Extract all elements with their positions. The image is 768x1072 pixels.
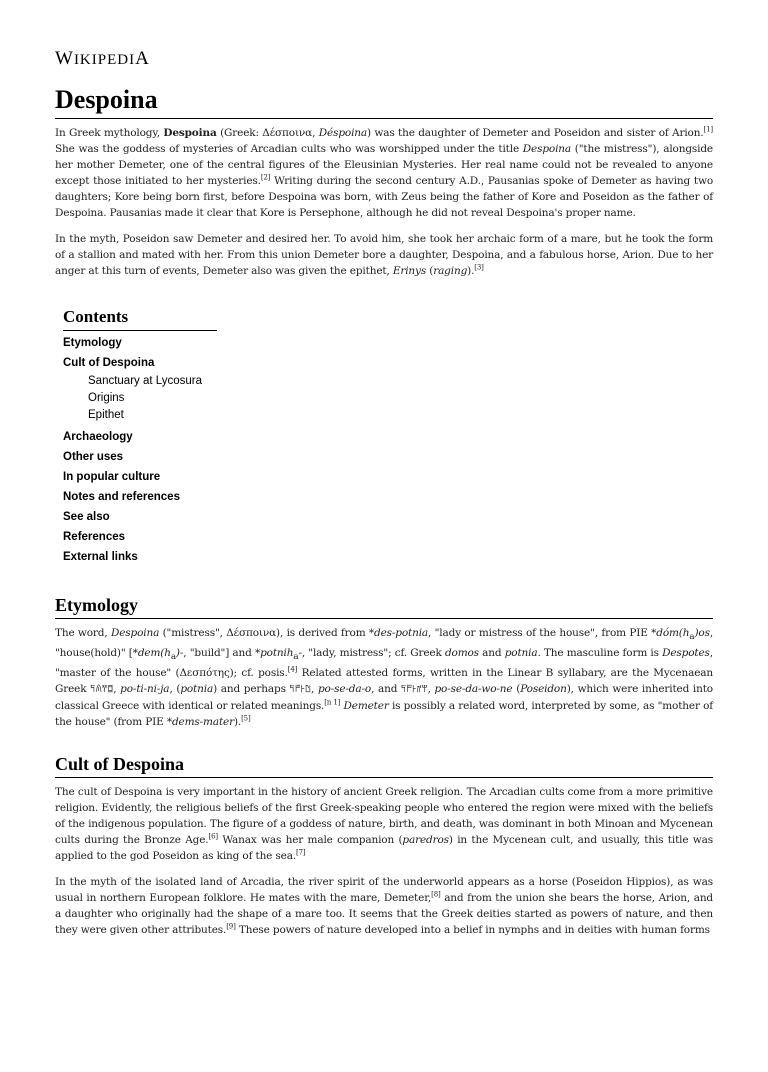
citation-link[interactable]: [1]: [703, 125, 713, 134]
cult-paragraph-2: In the myth of the isolated land of Arcadia, the river spirit of the underworld appears as a horse (Poseidon Hippios), as was usual in northern European folklore. He mates with the mare, Demeter,[8] and from the union she bears the horse, Arion, and a daughter who originally had the shape of a mare too. It seems that the Greek deities started as powers of nature, and then they were given other attributes.[9] These powers of nature developed into a belief in nymphs and in deities with human forms: [55, 876, 714, 937]
toc-item-see-also[interactable]: See also: [63, 511, 110, 523]
citation-link[interactable]: [2]: [260, 173, 271, 182]
section-heading-etymology: Etymology: [55, 593, 713, 619]
toc-sublist: [63, 373, 217, 424]
article-page: [0, 48, 768, 938]
etymology-paragraph: The word, Despoina ("mistress", Δέσποινα), is derived from *des-potnia, "lady or mistress of the house", from PIE $*dóm(h_a)os$, "house(hold)" [$*dem(h_a)-$, "build"] and *potnih$_a$-, "lady, mistress"; cf. Greek domos and potnia. The masculine form is Despotes, "master of the house" (Δεσπότης); cf. posis.[4] Related attested forms, written in the Linear B syllabary, are the Mycenaean Greek 𐀡𐀴𐀛𐀊, po-ti-ni-ja, (potnia) and perhaps 𐀡𐀮𐀅𐀃, po-se-da-o, and 𐀡𐀮𐀅𐀺𐀚, po-se-da-wo-ne (Poseidon), which were inherited into classical Greece with identical or related meanings.[n 1] Demeter is possibly a related word, interpreted by some, as "mother of the house" (from PIE *dems-mater).[5]: [55, 627, 714, 729]
section-etymology: [55, 593, 713, 730]
wordmark-last-letter: A: [135, 48, 150, 69]
wordmark-middle: IKIPEDI: [73, 52, 136, 68]
intro-paragraph-2: In the myth, Poseidon saw Demeter and desired her. To avoid him, she took her archaic form of a mare, but he took the form of a stallion and mated with her. From this union Demeter bore a daughter, Despoina, and a fabulous horse, Arion. Due to her anger at this turn of events, Demeter also was given the epithet, Erinys (raging).[3]: [55, 233, 713, 277]
linear-b-text: 𐀡𐀴𐀛𐀊: [90, 685, 114, 696]
table-of-contents: [63, 305, 217, 567]
toc-item-external-links[interactable]: External links: [63, 551, 138, 563]
toc-item-other-uses[interactable]: Other uses: [63, 451, 124, 463]
bold-term: Despoina: [163, 127, 217, 139]
citation-link[interactable]: [7]: [296, 848, 306, 857]
toc-item-in-popular-culture[interactable]: In popular culture: [63, 471, 161, 483]
toc-title: Contents: [63, 305, 217, 331]
wikipedia-wordmark[interactable]: [55, 48, 713, 70]
note-link[interactable]: [n 1]: [324, 698, 341, 707]
toc-item-references[interactable]: References: [63, 531, 126, 543]
cult-paragraph-1: The cult of Despoina is very important in the history of ancient Greek religion. The Arcadian cults come from a more primitive religion. Evidently, the religious beliefs of the first Greek-speaking people who entered the region were mixed with the beliefs of the indigenous population. The figure of a goddess of nature, birth, and death, was dominant in both Minoan and Mycenean cults during the Bronze Age.[6] Wanax was her male companion (paredros) in the Mycenean cult, and usually, this title was applied to the god Poseidon as king of the sea.[7]: [55, 786, 713, 863]
toc-list: [63, 333, 217, 567]
toc-item-origins[interactable]: Origins: [88, 392, 125, 404]
citation-link[interactable]: [8]: [431, 890, 441, 899]
citation-link[interactable]: [3]: [474, 263, 484, 272]
toc-item-cult-of-despoina[interactable]: Cult of Despoina Sanctuary at Lycosura Origins Epithet: [63, 353, 217, 424]
citation-link[interactable]: [6]: [208, 832, 218, 841]
citation-link[interactable]: [4]: [287, 665, 298, 674]
toc-item-epithet[interactable]: Epithet: [88, 409, 124, 421]
section-heading-cult: Cult of Despoina: [55, 752, 713, 778]
page-title: Despoina: [55, 84, 713, 119]
toc-item-sanctuary-at-lycosura[interactable]: Sanctuary at Lycosura: [88, 375, 202, 387]
toc-item-notes-and-references[interactable]: Notes and references: [63, 491, 180, 503]
linear-b-text: 𐀡𐀮𐀅𐀺𐀚: [401, 685, 428, 696]
linear-b-text: 𐀡𐀮𐀅𐀃: [289, 685, 312, 696]
toc-item-archaeology[interactable]: Archaeology: [63, 431, 133, 443]
section-cult-of-despoina: [55, 752, 713, 938]
intro-paragraph-1: In Greek mythology, Despoina (Greek: Δέσποινα, Déspoina) was the daughter of Demeter and Poseidon and sister of Arion.[1] She was the goddess of mysteries of Arcadian cults who was worshipped under the title Despoina ("the mistress"), alongside her mother Demeter, one of the central figures of the Eleusinian Mysteries. Her real name could not be revealed to anyone except those initiated to her mysteries.[2] Writing during the second century A.D., Pausanias spoke of Demeter as having two daughters; Kore being born first, before Despoina was born, with Zeus being the father of Kore and Poseidon as the father of Despoina. Pausanias made it clear that Kore is Persephone, although he did not reveal Despoina's proper name.: [55, 125, 713, 219]
toc-item-etymology[interactable]: Etymology: [63, 337, 122, 349]
citation-link[interactable]: [9]: [226, 922, 236, 931]
wordmark-first-letter: W: [55, 48, 74, 69]
citation-link[interactable]: [5]: [241, 714, 251, 723]
